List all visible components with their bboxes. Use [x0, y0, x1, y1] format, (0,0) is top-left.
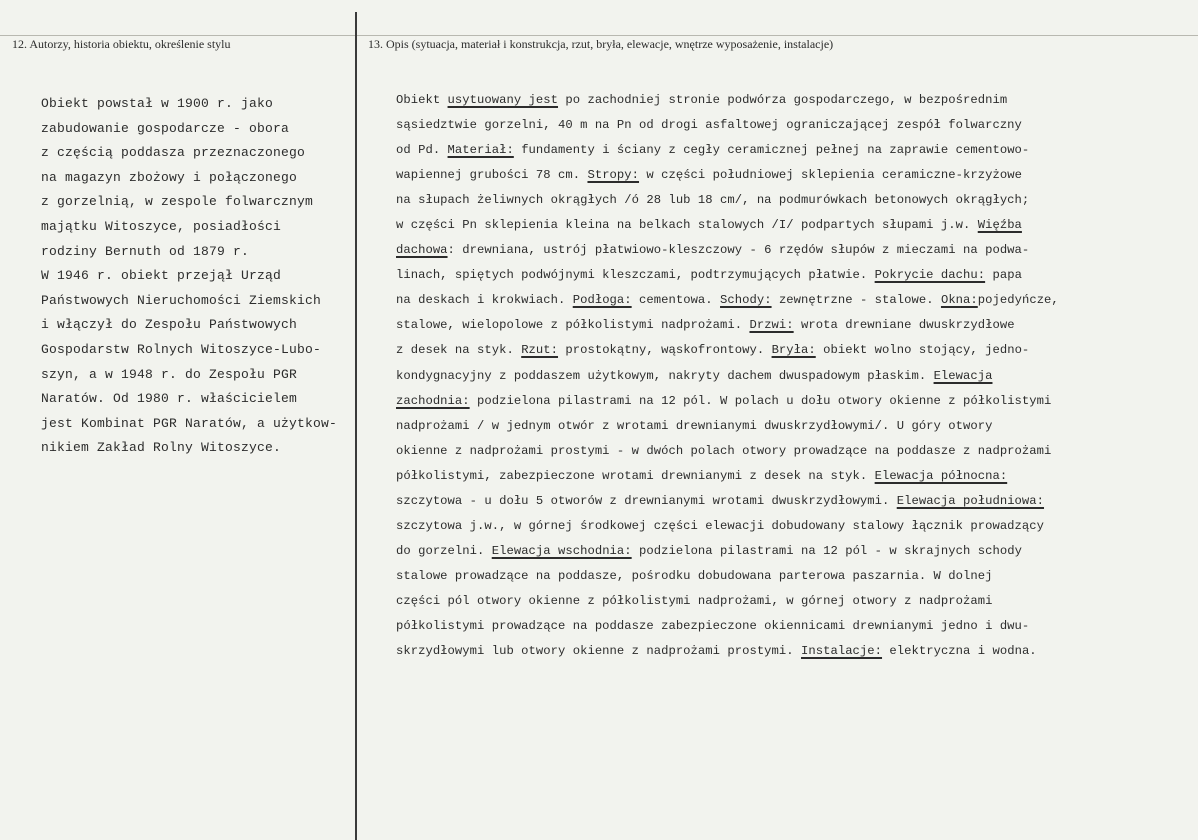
description-text: stalowe, wielopolowe z półkolistymi nadprożami. — [396, 318, 750, 333]
history-line: majątku Witoszyce, posiadłości — [41, 218, 282, 234]
section-keyword: Pokrycie dachu: — [874, 268, 986, 283]
history-line: Obiekt powstał w 1900 r. jako — [41, 96, 274, 111]
description-line — [396, 589, 1186, 614]
section-keyword: Stropy: — [587, 168, 640, 183]
section-keyword: usytuowany jest — [447, 93, 559, 107]
description-text: do gorzelni. — [396, 543, 492, 558]
description-line — [396, 113, 1186, 138]
section-keyword: Materiał: — [447, 143, 514, 158]
description-line — [396, 364, 1186, 389]
show-through-mark — [130, 695, 137, 709]
history-line: nikiem Zakład Rolny Witoszyce. — [41, 440, 282, 456]
section-keyword: Elewacja — [933, 368, 993, 383]
description-line — [396, 313, 1186, 338]
description-line — [396, 338, 1186, 363]
description-line — [396, 163, 1186, 188]
description-text: okienne z nadprożami prostymi - w dwóch polach otwory prowadzące na poddasze z nadprożami — [396, 443, 1052, 458]
history-line: W 1946 r. obiekt przejął Urząd — [41, 268, 282, 284]
section-keyword: Okna: — [940, 293, 978, 308]
description-line — [396, 639, 1186, 664]
history-line: zabudowanie gospodarcze - obora — [41, 120, 290, 136]
description-text: Obiekt — [396, 93, 448, 107]
section-keyword: Bryła: — [771, 343, 816, 358]
description-line — [396, 539, 1186, 564]
description-text: sąsiedztwie gorzelni, 40 m na Pn od drogi asfaltowej ograniczającej zespół folwarczny — [396, 118, 1022, 133]
description-text: wapiennej grubości 78 cm. — [396, 168, 588, 183]
description-line — [396, 564, 1186, 589]
description-text: z desek na styk. — [396, 343, 522, 358]
section-keyword: Drzwi: — [749, 318, 794, 333]
section-keyword: Elewacja wschodnia: — [491, 543, 632, 558]
section-keyword: Schody: — [720, 293, 772, 308]
history-line: i włączył do Zespołu Państwowych — [41, 317, 298, 333]
description-line — [396, 489, 1186, 514]
history-line: na magazyn zbożowy i połączonego — [41, 169, 298, 185]
description-text: szczytowa - u dołu 5 otworów z drewnianymi wrotami dwuskrzydłowymi. — [396, 493, 897, 508]
history-line: z gorzelnią, w zespole folwarcznym — [41, 194, 314, 210]
description-text: wrota drewniane dwuskrzydłowe — [793, 318, 1015, 333]
description-text: półkolistymi, zabezpieczone wrotami drewnianymi z desek na styk. — [396, 468, 875, 483]
description-line — [396, 138, 1186, 163]
history-line: rodziny Bernuth od 1879 r. — [41, 243, 250, 259]
description-text: na deskach i krokwiach. — [396, 293, 573, 308]
description-text: pojedyńcze, — [977, 293, 1059, 308]
description-text: papa — [985, 268, 1022, 283]
description-text: stalowe prowadzące na poddasze, pośrodku dobudowana parterowa paszarnia. W dolnej — [396, 568, 993, 583]
history-line: Państwowych Nieruchomości Ziemskich — [41, 292, 322, 308]
section-keyword: Rzut: — [521, 343, 559, 358]
description-text: na słupach żeliwnych okrągłych /ó 28 lub 18 cm/, na podmurówkach betonowych okrągłych; — [396, 193, 1030, 208]
description-text: elektryczna i wodna. — [882, 644, 1037, 659]
description-line — [396, 389, 1186, 414]
description-line — [396, 439, 1186, 464]
description-text: części pól otwory okienne z półkolistymi nadprożami, w górnej otwory z nadprożami — [396, 593, 993, 608]
description-text: podzielona pilastrami na 12 pól - w skrajnych schody — [631, 543, 1022, 558]
description-line — [396, 188, 1186, 213]
description-text: prostokątny, wąskofrontowy. — [558, 343, 772, 358]
description-text: linach, spiętych podwójnymi kleszczami, podtrzymujących płatwie. — [396, 268, 875, 283]
history-text-block — [41, 92, 359, 461]
section-13-header: 13. Opis (sytuacja, materiał i konstrukcja, rzut, bryła, elewacje, wnętrze wyposażenie, instalacje) — [368, 37, 834, 51]
description-line — [396, 263, 1186, 288]
section-keyword: Elewacja południowa: — [896, 493, 1045, 508]
history-line: z częścią poddasza przeznaczonego — [41, 145, 306, 161]
description-text: kondygnacyjny z poddaszem użytkowym, nakryty dachem dwuspadowym płaskim. — [396, 368, 934, 383]
description-text: fundamenty i ściany z cegły ceramicznej pełnej na zaprawie cementowo- — [513, 143, 1030, 158]
description-text: zewnętrzne - stalowe. — [771, 293, 941, 308]
section-keyword: Elewacja północna: — [874, 468, 1008, 483]
history-line: szyn, a w 1948 r. do Zespołu PGR — [41, 366, 298, 382]
description-text: : drewniana, ustrój płatwiowo-kleszczowy - 6 rzędów słupów z mieczami na podwa- — [447, 243, 1030, 258]
description-text: obiekt wolno stojący, jedno- — [815, 343, 1030, 358]
description-text: skrzydłowymi lub otwory okienne z nadprożami prostymi. — [396, 644, 802, 659]
description-line — [396, 288, 1186, 313]
section-keyword: dachowa — [396, 243, 448, 258]
history-line: Naratów. Od 1980 r. właścicielem — [41, 391, 298, 407]
header-rule — [0, 35, 1198, 36]
section-keyword: zachodnia: — [396, 393, 470, 408]
section-keyword: Podłoga: — [572, 293, 632, 308]
history-line: Gospodarstw Rolnych Witoszyce-Lubo- — [41, 341, 322, 357]
description-text: w części Pn sklepienia kleina na belkach stalowych /I/ podpartych słupami j.w. — [396, 218, 978, 233]
description-line — [396, 464, 1186, 489]
description-line — [396, 414, 1186, 439]
description-text: cementowa. — [631, 293, 721, 308]
description-line — [396, 88, 1186, 113]
description-line — [396, 514, 1186, 539]
section-keyword: Więźba — [977, 218, 1022, 233]
description-line — [396, 614, 1186, 639]
description-text: w części południowej sklepienia ceramiczne-krzyżowe — [639, 168, 1022, 183]
description-text-block — [396, 88, 1186, 664]
description-text: podzielona pilastrami na 12 pól. W polach u dołu otwory okienne z półkolistymi — [469, 393, 1052, 408]
description-text: od Pd. — [396, 143, 448, 158]
description-text: szczytowa j.w., w górnej środkowej części elewacji dobudowany stalowy łącznik prowadzący — [396, 518, 1045, 533]
history-line: jest Kombinat PGR Naratów, a użytkow- — [41, 415, 338, 431]
description-text: nadprożami / w jednym otwór z wrotami drewnianymi dwuskrzydłowymi/. U góry otwory — [396, 418, 993, 433]
description-line — [396, 238, 1186, 263]
description-line — [396, 213, 1186, 238]
section-keyword: Instalacje: — [801, 644, 883, 659]
description-text: półkolistymi prowadzące na poddasze zabezpieczone okiennicami drewnianymi jedno i dwu- — [396, 618, 1030, 633]
description-text: po zachodniej stronie podwórza gospodarczego, w bezpośrednim — [558, 93, 1008, 107]
section-12-header: 12. Autorzy, historia obiektu, określenie stylu — [12, 37, 231, 51]
